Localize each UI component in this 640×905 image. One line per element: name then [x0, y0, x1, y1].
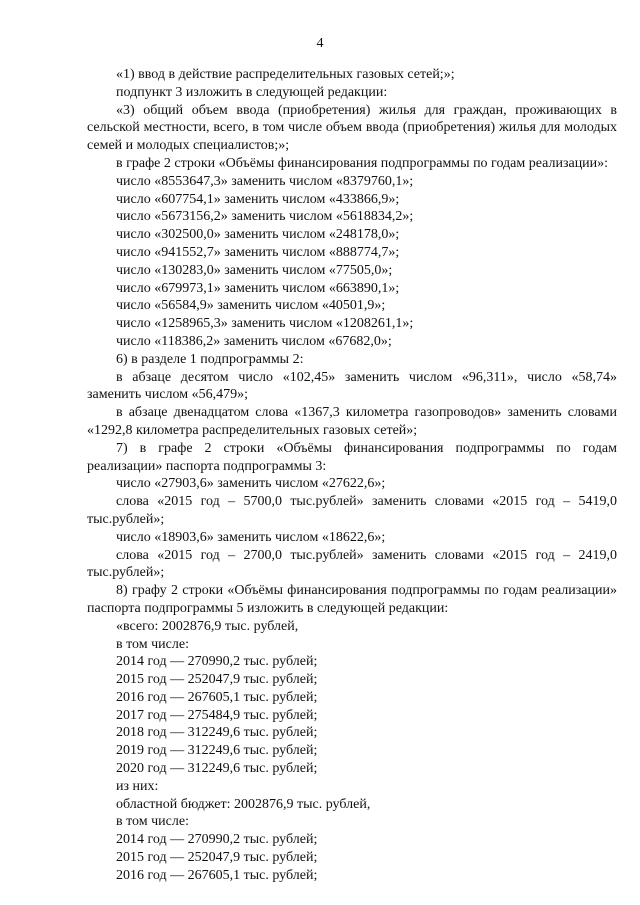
replace-line: число «8553647,3» заменить числом «8379760,1»;	[116, 173, 414, 189]
paragraph-subpoint-3: подпункт 3 изложить в следующей редакции:	[116, 84, 388, 100]
paragraph-item-8: 8) графу 2 строки «Объёмы финансирования подпрограммы по годам реализации» паспорта подпрограммы 5 изложить в следующей редакции:	[87, 583, 617, 616]
paragraph-tenth-clause: в абзаце десятом число «102,45» заменить числом «96,311», число «58,74» заменить числом «56,479»;	[87, 369, 617, 403]
funding-total: «всего: 2002876,9 тыс. рублей,	[116, 618, 299, 634]
replace-words: слова «2015 год – 5700,0 тыс.рублей» заменить словами «2015 год – 5419,0 тыс.рублей»;	[87, 494, 617, 527]
year-line: 2016 год — 267605,1 тыс. рублей;	[116, 689, 318, 705]
replace-line: число «27903,6» заменить числом «27622,6»;	[116, 476, 386, 492]
replace-line: число «679973,1» заменить числом «663890,1»;	[116, 280, 400, 296]
of-them-label: из них:	[116, 778, 159, 794]
year-line: 2017 год — 275484,9 тыс. рублей;	[116, 707, 318, 723]
replace-line: число «118386,2» заменить числом «67682,0»;	[116, 333, 392, 349]
paragraph-item-7: 7) в графе 2 строки «Объёмы финансирования подпрограммы по годам реализации» паспорта подпрограммы 3:	[87, 440, 617, 474]
replace-line: число «302500,0» заменить числом «248178,0»;	[116, 227, 400, 243]
year-line: 2020 год — 312249,6 тыс. рублей;	[116, 761, 318, 777]
replace-line: число «18903,6» заменить числом «18622,6»;	[116, 529, 386, 545]
year-line: 2015 год — 252047,9 тыс. рублей;	[116, 672, 318, 688]
replace-line: число «56584,9» заменить числом «40501,9»;	[116, 298, 386, 314]
document-body	[87, 66, 617, 885]
year-line: 2014 год — 270990,2 тыс. рублей;	[116, 832, 318, 848]
year-line: 2015 год — 252047,9 тыс. рублей;	[116, 850, 318, 866]
year-line: 2019 год — 312249,6 тыс. рублей;	[116, 743, 318, 759]
year-line: 2018 год — 312249,6 тыс. рублей;	[116, 725, 318, 741]
paragraph-item-1: «1) ввод в действие распределительных газовых сетей;»;	[116, 67, 455, 82]
paragraph-item-6: 6) в разделе 1 подпрограммы 2:	[116, 351, 304, 367]
replace-line: число «941552,7» заменить числом «888774,7»;	[116, 244, 400, 260]
replace-line: число «5673156,2» заменить числом «5618834,2»;	[116, 209, 414, 225]
replace-line: число «130283,0» заменить числом «77505,0»;	[116, 262, 393, 278]
paragraph-twelfth-clause: в абзаце двенадцатом слова «1367,3 километра газопроводов» заменить словами «1292,8 километра распределительных газовых сетей»;	[87, 405, 617, 438]
year-line: 2016 год — 267605,1 тыс. рублей;	[116, 867, 318, 883]
page-number: 4	[316, 36, 324, 51]
replace-line: число «607754,1» заменить числом «433866,9»;	[116, 191, 400, 207]
regional-budget-total: областной бюджет: 2002876,9 тыс. рублей,	[116, 796, 371, 812]
including-label: в том числе:	[116, 636, 189, 652]
including-label: в том числе:	[116, 814, 189, 830]
replace-line: число «1258965,3» заменить числом «1208261,1»;	[116, 316, 414, 332]
paragraph-item-3: «3) общий объем ввода (приобретения) жилья для граждан, проживающих в сельской местности, всего, в том числе объем ввода (приобретения) жилья для молодых семей и молодых специалистов;»;	[87, 102, 617, 154]
paragraph-column-2: в графе 2 строки «Объёмы финансирования подпрограммы по годам реализации»:	[116, 155, 609, 171]
year-line: 2014 год — 270990,2 тыс. рублей;	[116, 654, 318, 670]
replace-words: слова «2015 год – 2700,0 тыс.рублей» заменить словами «2015 год – 2419,0 тыс.рублей»;	[87, 547, 617, 581]
